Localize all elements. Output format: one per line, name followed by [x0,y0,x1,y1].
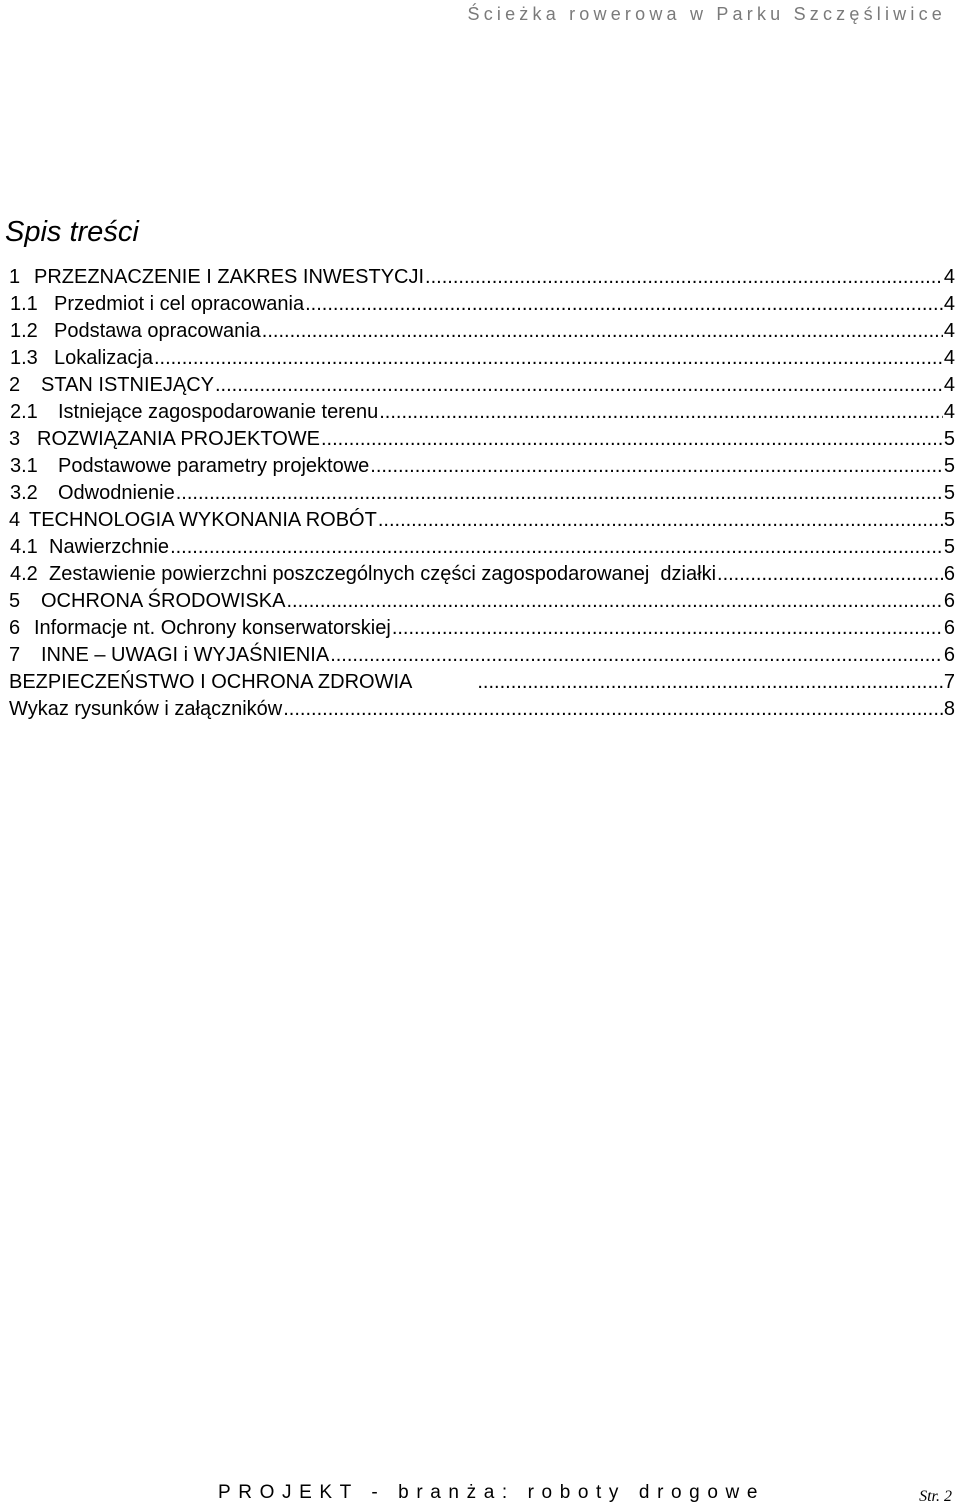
toc-entry-2[interactable] [9,372,955,399]
toc-entry-number: 1.2 [10,320,38,342]
dot-leader [321,426,943,453]
toc-entry-page: 7 [943,671,955,693]
toc-entry-label: STAN ISTNIEJĄCY [41,374,214,396]
dot-leader [286,588,942,615]
toc-entry-page: 4 [943,374,955,396]
toc-entry-label: Informacje nt. Ochrony konserwatorskiej [34,617,391,639]
toc-entry-page: 5 [943,509,955,531]
toc-entry-number: 2 [9,374,21,396]
toc-entry-5[interactable] [9,588,955,615]
dot-leader [262,318,943,345]
toc-entry-1-2[interactable] [9,318,955,345]
toc-entry-label: Odwodnienie [58,482,175,504]
toc-entry-number: 3.1 [10,455,38,477]
toc-entry-number: 4.1 [10,536,38,558]
toc-entry-number: 3.2 [10,482,38,504]
toc-entry-3-1[interactable] [9,453,955,480]
toc-entry-label: INNE – UWAGI i WYJAŚNIENIA [41,644,330,666]
toc-entry-number: 1 [9,266,21,288]
toc-entry-1-1[interactable] [9,291,955,318]
toc-entry-label: ROZWIĄZANIA PROJEKTOWE [37,428,320,450]
toc-entry-number: 6 [9,617,21,639]
toc-entry-page: 6 [943,617,955,639]
toc-entry-page: 8 [943,698,955,720]
toc-entry-4-2[interactable] [9,561,955,588]
dot-leader [170,534,943,561]
toc-entry-number: 5 [9,590,21,612]
dot-leader [283,696,943,723]
toc-entry-4-1[interactable] [9,534,955,561]
toc-entry-1[interactable] [9,264,955,291]
toc-entry-label: Nawierzchnie [49,536,170,558]
running-header: Ścieżka rowerowa w Parku Szczęśliwice [467,4,946,24]
dot-leader [425,264,943,291]
toc-entry-page: 4 [943,266,955,288]
toc-entry-number: 1.3 [10,347,38,369]
toc-entry-number: 3 [9,428,21,450]
toc-entry-page: 4 [943,320,955,342]
dot-leader [477,669,943,696]
toc-title: Spis treści [5,216,139,248]
toc-entry-label: Przedmiot i cel opracowania [54,293,305,315]
toc-entry-label: OCHRONA ŚRODOWISKA [41,590,286,612]
toc-entry-label: TECHNOLOGIA WYKONANIA ROBÓT [29,509,377,531]
page-footer [0,1480,960,1506]
toc-entry-page: 6 [943,590,955,612]
toc-entry-page: 5 [943,455,955,477]
toc-entry-page: 4 [943,293,955,315]
dot-leader [379,399,943,426]
dot-leader [392,615,943,642]
toc-entry-7[interactable] [9,642,955,669]
toc-entry-number: 7 [9,644,21,666]
table-of-contents [9,264,955,723]
toc-entry-page: 5 [943,428,955,450]
dot-leader [305,291,943,318]
dot-leader [154,345,943,372]
dot-leader [370,453,943,480]
toc-entry-page: 5 [943,482,955,504]
dot-leader [215,372,943,399]
toc-entry-2-1[interactable] [9,399,955,426]
toc-entry-6[interactable] [9,615,955,642]
toc-entry-bhp[interactable] [9,669,955,696]
toc-entry-3-2[interactable] [9,480,955,507]
toc-entry-label: Lokalizacja [54,347,153,369]
toc-entry-label: Istniejące zagospodarowanie terenu [58,401,379,423]
dot-leader [330,642,943,669]
toc-entry-number: 2.1 [10,401,38,423]
toc-entry-page: 5 [943,536,955,558]
footer-project-text: PROJEKT - branża: roboty drogowe [218,1482,765,1503]
toc-entry-4[interactable] [9,507,955,534]
dot-leader [378,507,943,534]
toc-entry-page: 4 [943,347,955,369]
toc-entry-page: 4 [943,401,955,423]
toc-entry-label: Podstawowe parametry projektowe [58,455,370,477]
toc-entry-3[interactable] [9,426,955,453]
toc-entry-label: PRZEZNACZENIE I ZAKRES INWESTYCJI [34,266,425,288]
toc-entry-number: 1.1 [10,293,38,315]
toc-entry-label: Zestawienie powierzchni poszczególnych części zagospodarowanej działki [49,563,717,585]
page-number: Str. 2 [919,1488,952,1505]
dot-leader [717,561,943,588]
dot-leader [176,480,943,507]
toc-entry-label: Podstawa opracowania [54,320,261,342]
toc-entry-number: 4.2 [10,563,38,585]
toc-entry-number: 4 [9,509,21,531]
toc-entry-label: Wykaz rysunków i załączników [9,698,283,720]
toc-entry-label: BEZPIECZEŃSTWO I OCHRONA ZDROWIA [9,671,413,693]
toc-entry-1-3[interactable] [9,345,955,372]
toc-entry-page: 6 [943,563,955,585]
toc-entry-page: 6 [943,644,955,666]
toc-entry-attachments[interactable] [9,696,955,723]
